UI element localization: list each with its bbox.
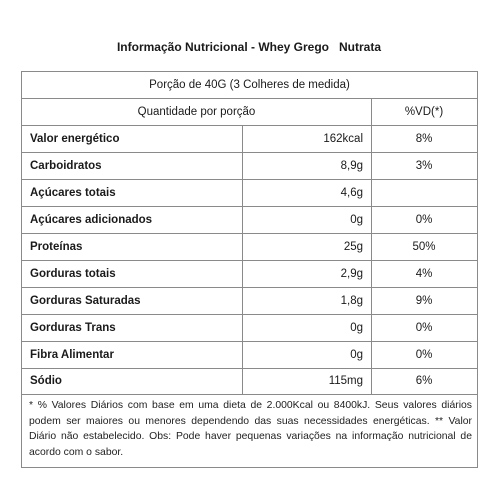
nutrient-amount: 115mg	[328, 375, 363, 387]
header-dv: %VD(*)	[404, 106, 444, 118]
nutrient-amount: 2,9g	[340, 268, 363, 280]
nutrient-name: Proteínas	[30, 241, 83, 253]
nutrient-dv: 0%	[415, 322, 433, 334]
nutrient-amount: 0g	[350, 349, 363, 361]
nutrient-amount: 162kcal	[323, 133, 363, 145]
nutrient-dv: 4%	[415, 268, 433, 280]
header-divider	[371, 99, 372, 126]
nutrient-name: Gorduras Saturadas	[30, 295, 141, 307]
nutrient-amount: 25g	[343, 241, 363, 253]
table-row	[22, 234, 477, 261]
nutrient-name: Açúcares totais	[30, 187, 116, 199]
portion-text: Porção de 40G (3 Colheres de medida)	[149, 79, 350, 91]
column-divider-1	[242, 126, 243, 395]
table-row	[22, 153, 477, 180]
nutrient-dv: 3%	[415, 160, 433, 172]
table-title	[0, 40, 498, 54]
table-row	[22, 207, 477, 234]
nutrient-name: Fibra Alimentar	[30, 349, 114, 361]
brand-name: Nutrata	[339, 40, 382, 54]
header-row	[22, 99, 477, 126]
nutrient-dv: 0%	[415, 349, 433, 361]
title-text: Informação Nutricional - Whey Grego	[116, 40, 329, 54]
nutrient-amount: 4,6g	[340, 187, 363, 199]
nutrient-amount: 1,8g	[340, 295, 363, 307]
table-row	[22, 126, 477, 153]
table-row	[22, 315, 477, 342]
table-row	[22, 261, 477, 288]
header-quantity: Quantidade por porção	[137, 106, 256, 118]
nutrient-amount: 0g	[350, 214, 363, 226]
nutrient-amount: 0g	[350, 322, 363, 334]
nutrient-dv	[371, 180, 477, 206]
table-row	[22, 368, 477, 395]
nutrient-name: Carboidratos	[30, 160, 102, 172]
nutrient-dv: 0%	[415, 214, 433, 226]
nutrient-dv: 6%	[415, 375, 433, 387]
table-row	[22, 342, 477, 369]
nutrient-dv: 8%	[415, 133, 433, 145]
nutrient-dv: 9%	[415, 295, 433, 307]
portion-row	[22, 72, 477, 99]
nutrient-name: Gorduras totais	[30, 268, 116, 280]
nutrient-name: Valor energético	[30, 133, 120, 145]
column-divider-2	[371, 126, 372, 395]
nutrient-name: Açúcares adicionados	[30, 214, 153, 226]
footnote: * % Valores Diários com base em uma dieta de 2.000Kcal ou 8400kJ. Seus valores diários podem ser maiores ou menores dependendo das suas necessidades energéticas. ** Valor Diário não estabelecido. Obs: Pode haver pequenas variações na informação nutricional de acordo com o sabor.	[29, 400, 472, 458]
table-row	[22, 288, 477, 315]
table-row	[22, 180, 477, 207]
nutrient-name: Gorduras Trans	[30, 322, 116, 334]
nutrient-dv: 50%	[412, 241, 436, 253]
nutrient-amount: 8,9g	[340, 160, 363, 172]
nutrient-name: Sódio	[30, 375, 62, 387]
